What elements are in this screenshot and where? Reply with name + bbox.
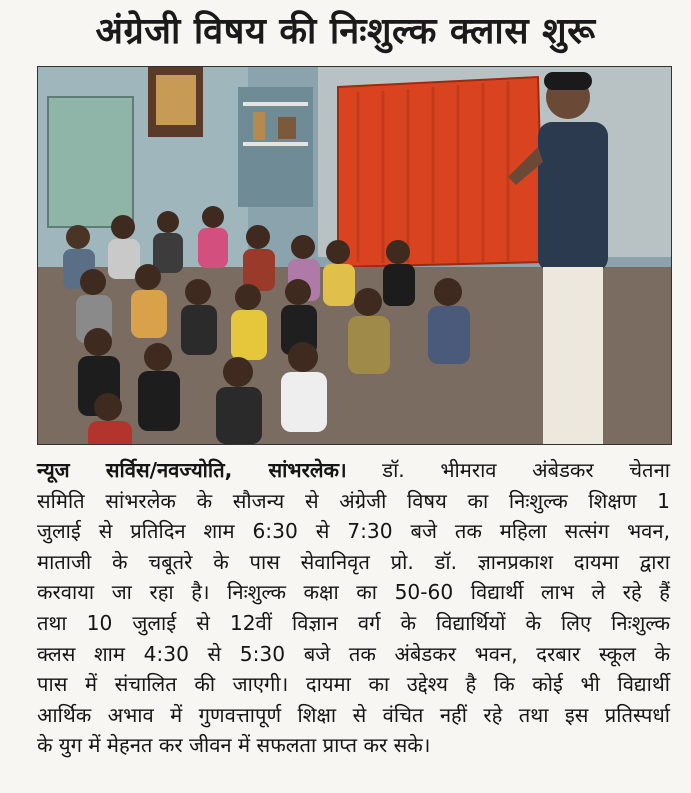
dateline: न्यूज सर्विस/नवज्योति, सांभरलेक। bbox=[37, 458, 347, 482]
article-line: आर्थिक अभाव में गुणवत्तापूर्ण शिक्षा से वंचित नहीं रहे तथा इस प्रतिस्पर्धा bbox=[37, 702, 670, 727]
article-line: समिति सांभरलेक के सौजन्य से अंग्रेजी विषय का निःशुल्क शिक्षण 1 bbox=[37, 488, 670, 513]
classroom-photo bbox=[37, 66, 672, 445]
article-line: जुलाई से प्रतिदिन शाम 6:30 से 7:30 बजे तक महिला सत्संग भवन, bbox=[37, 519, 670, 544]
article-line: माताजी के चबूतरे के पास सेवानिवृत प्रो. डॉ. ज्ञानप्रकाश दायमा द्वारा bbox=[37, 549, 670, 574]
article-line: करवाया जा रहा है। निःशुल्क कक्षा का 50-60 विद्यार्थी लाभ ले रहे हैं bbox=[37, 580, 670, 605]
article-line: क्लस शाम 4:30 से 5:30 बजे तक अंबेडकर भवन, दरबार स्कूल के bbox=[37, 641, 670, 666]
article-text: डॉ. भीमराव अंबेडकर चेतना bbox=[382, 458, 670, 482]
article-line: के युग में मेहनत कर जीवन में सफलता प्राप्त कर सके। bbox=[37, 733, 431, 758]
article-line: पास में संचालित की जाएगी। दायमा का उद्देश्य है कि कोई भी विद्यार्थी bbox=[37, 672, 670, 697]
article-line bbox=[37, 455, 670, 486]
article-line: तथा 10 जुलाई से 12वीं विज्ञान वर्ग के विद्यार्थियों के लिए निःशुल्क bbox=[37, 610, 670, 635]
article-body bbox=[37, 455, 670, 761]
headline: अंग्रेजी विषय की निःशुल्क क्लास शुरू bbox=[95, 10, 596, 52]
